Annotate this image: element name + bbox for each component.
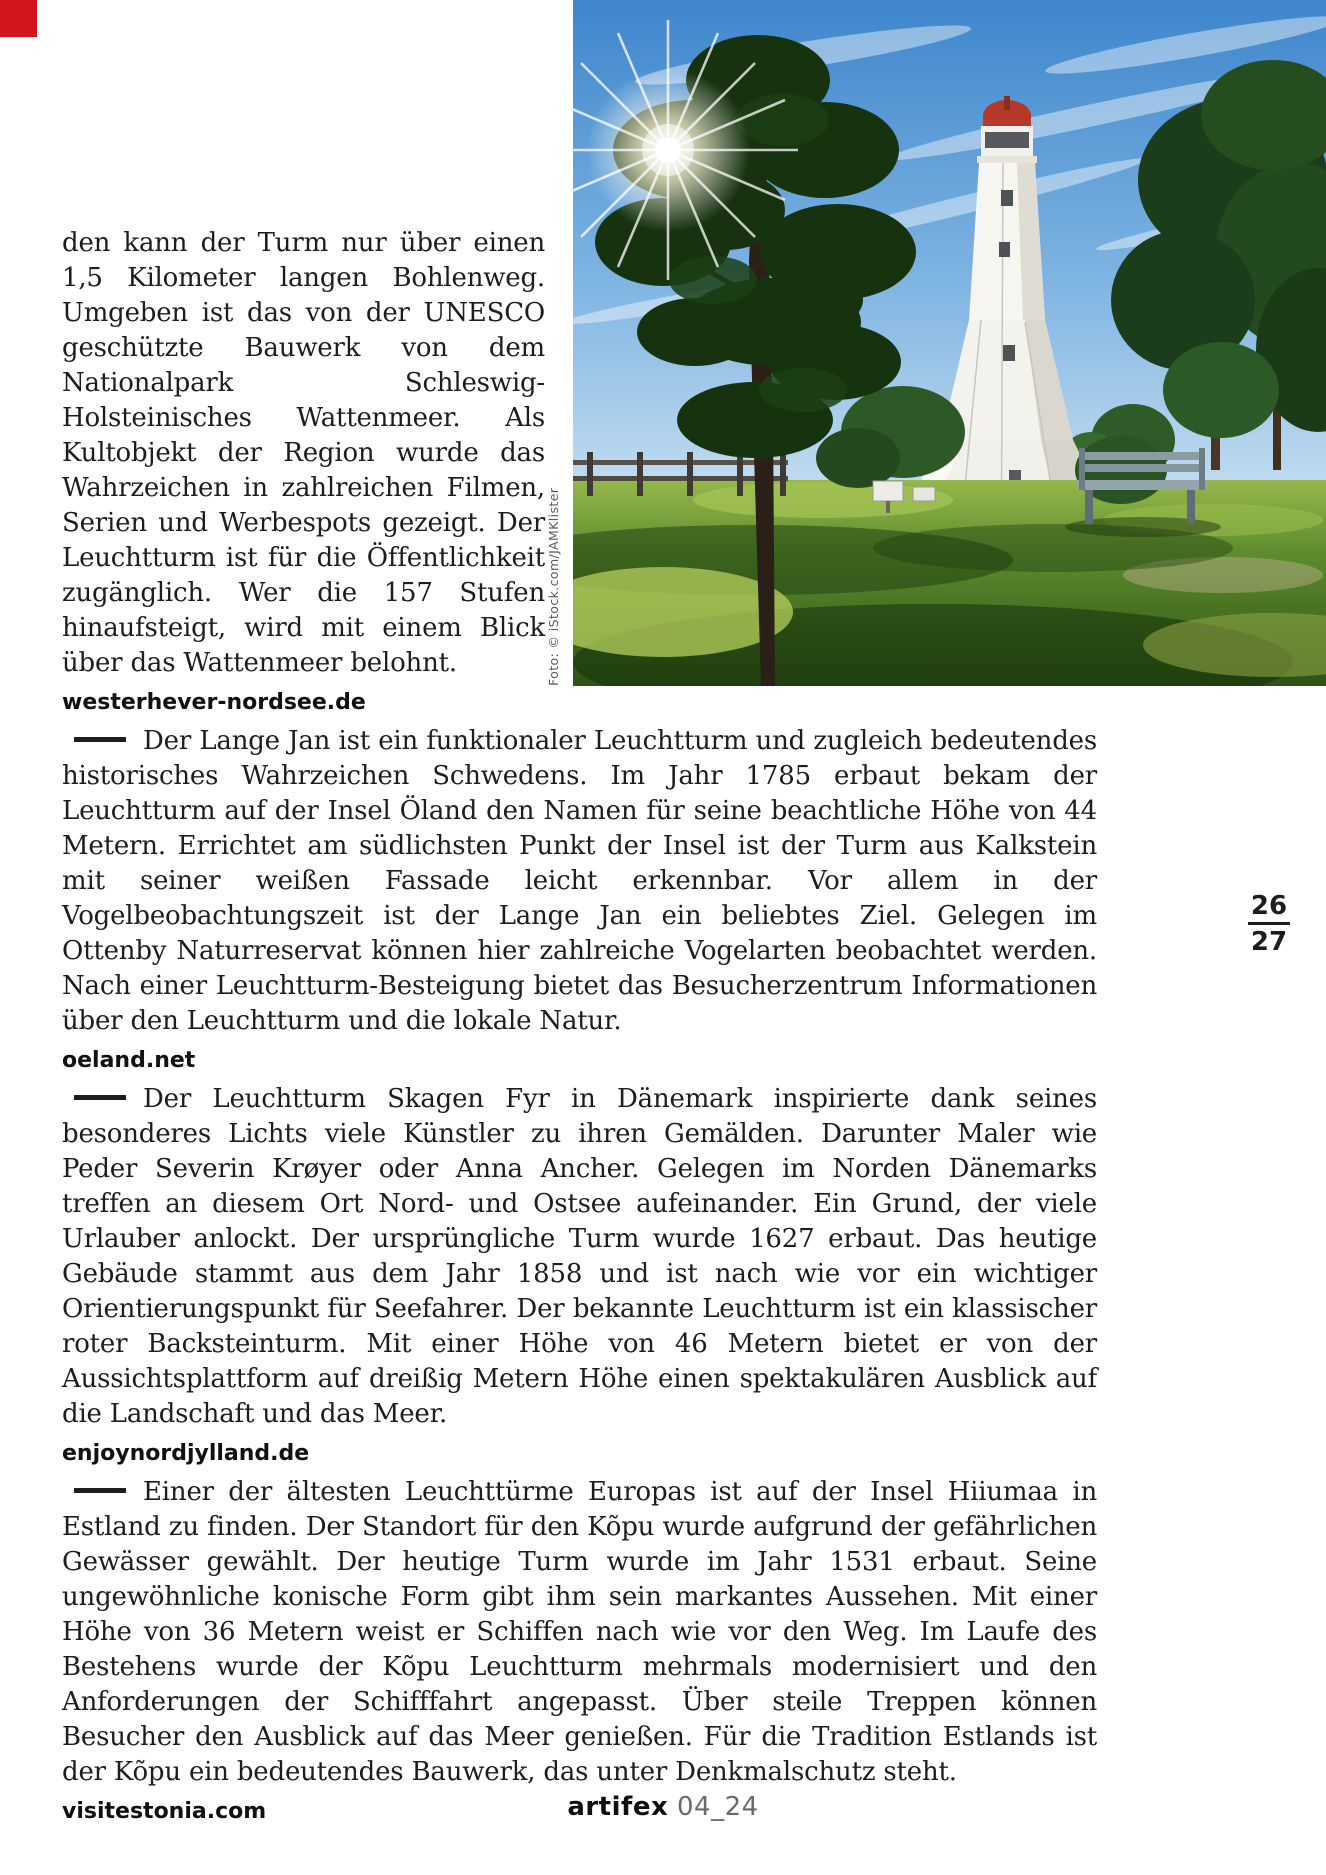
page-number-current: 26 bbox=[1250, 891, 1288, 921]
corner-brand-mark bbox=[0, 0, 37, 37]
photo-text-wrap-spacer bbox=[545, 226, 1097, 706]
link-westerhever[interactable]: westerhever-nordsee.de bbox=[62, 690, 366, 715]
folio-divider bbox=[1248, 922, 1290, 925]
link-oeland[interactable]: oeland.net bbox=[62, 1048, 196, 1073]
paragraph-lange-jan-text: Der Lange Jan ist ein funktionaler Leuchtturm und zugleich bedeutendes historisches Wahrzeichen Schwedens. Im Jahr 1785 erbaut bekam der Leuchtturm auf der Insel Öland den Namen für seine beachtliche Höhe von 44 Metern. Errichtet am südlichsten Punkt der Insel ist der Turm aus Kalkstein mit seiner weißen Fassade leicht erkennbar. Vor allem in der Vogelbeobachtungszeit ist der Lange Jan ein beliebtes Ziel. Gelegen im Ottenby Naturreservat können hier zahlreiche Vogelarten beobachtet werden. Nach einer Leuchtturm-Besteigung bietet das Besucherzentrum Informationen über den Leuchtturm und die lokale Natur. bbox=[62, 726, 1097, 1036]
paragraph-skagen-text: Der Leuchtturm Skagen Fyr in Dänemark inspirierte dank seines besonderes Lichts viele Künstler zu ihren Gemälden. Darunter Maler wie Peder Severin Krøyer oder Anna Ancher. Gelegen im Norden Dänemarks treffen an diesem Ort Nord- und Ostsee aufeinander. Ein Grund, der viele Urlauber anlockt. Der ursprüngliche Turm wurde 1627 erbaut. Das heutige Gebäude stammt aus dem Jahr 1858 und ist nach wie vor ein wichtiger Orientierungspunkt für Seefahrer. Der bekannte Leuchtturm ist ein klassischer roter Backsteinturm. Mit einer Höhe von 46 Metern bietet er von der Aussichtsplattform auf dreißig Metern Höhe einen spektakulären Ausblick auf die Landschaft und das Meer. bbox=[62, 1084, 1097, 1429]
paragraph-lange-jan bbox=[62, 724, 1097, 1039]
photo-credit: Foto: © iStock.com/JAMKlister bbox=[546, 487, 561, 686]
paragraph-westerhever: den kann der Turm nur über einen 1,5 Kilometer langen Bohlenweg. Umgeben ist das von der UNESCO geschützte Bauwerk von dem Nationalpark Schleswig-Holsteinisches Wattenmeer. Als Kultobjekt der Region wurde das Wahrzeichen in zahlreichen Filmen, Serien und Werbespots gezeigt. Der Leuchtturm ist für die Öffentlichkeit zugänglich. Wer die 157 Stufen hinaufsteigt, wird mit einem Blick über das Wattenmeer belohnt. bbox=[62, 228, 545, 678]
link-enjoynordjylland[interactable]: enjoynordjylland.de bbox=[62, 1441, 310, 1466]
paragraph-dash-marker bbox=[74, 1095, 126, 1100]
paragraph-kopu bbox=[62, 1475, 1097, 1790]
paragraph-skagen bbox=[62, 1082, 1097, 1432]
paragraph-dash-marker bbox=[74, 737, 126, 742]
page-number-next: 27 bbox=[1250, 927, 1288, 957]
issue-number: 04_24 bbox=[677, 1792, 759, 1822]
magazine-brand: artifex bbox=[567, 1792, 669, 1822]
paragraph-dash-marker bbox=[74, 1488, 126, 1493]
page-footer bbox=[0, 1792, 1326, 1822]
link-visitestonia[interactable]: visitestonia.com bbox=[62, 1799, 267, 1824]
paragraph-kopu-text: Einer der ältesten Leuchttürme Europas ist auf der Insel Hiiumaa in Estland zu finden. Der Standort für den Kõpu wurde aufgrund der gefährlichen Gewässer gewählt. Der heutige Turm wurde im Jahr 1531 erbaut. Seine ungewöhnliche konische Form gibt ihm sein markantes Aussehen. Mit einer Höhe von 36 Metern weist er Schiffen nach wie vor den Weg. Im Laufe des Bestehens wurde der Kõpu Leuchtturm mehrmals modernisiert und den Anforderungen der Schifffahrt angepasst. Über steile Treppen können Besucher den Ausblick auf das Meer genießen. Für die Tradition Estlands ist der Kõpu ein bedeutendes Bauwerk, das unter Denkmalschutz steht. bbox=[62, 1477, 1097, 1787]
article-body bbox=[62, 226, 1097, 1833]
page-folio bbox=[1248, 891, 1290, 957]
